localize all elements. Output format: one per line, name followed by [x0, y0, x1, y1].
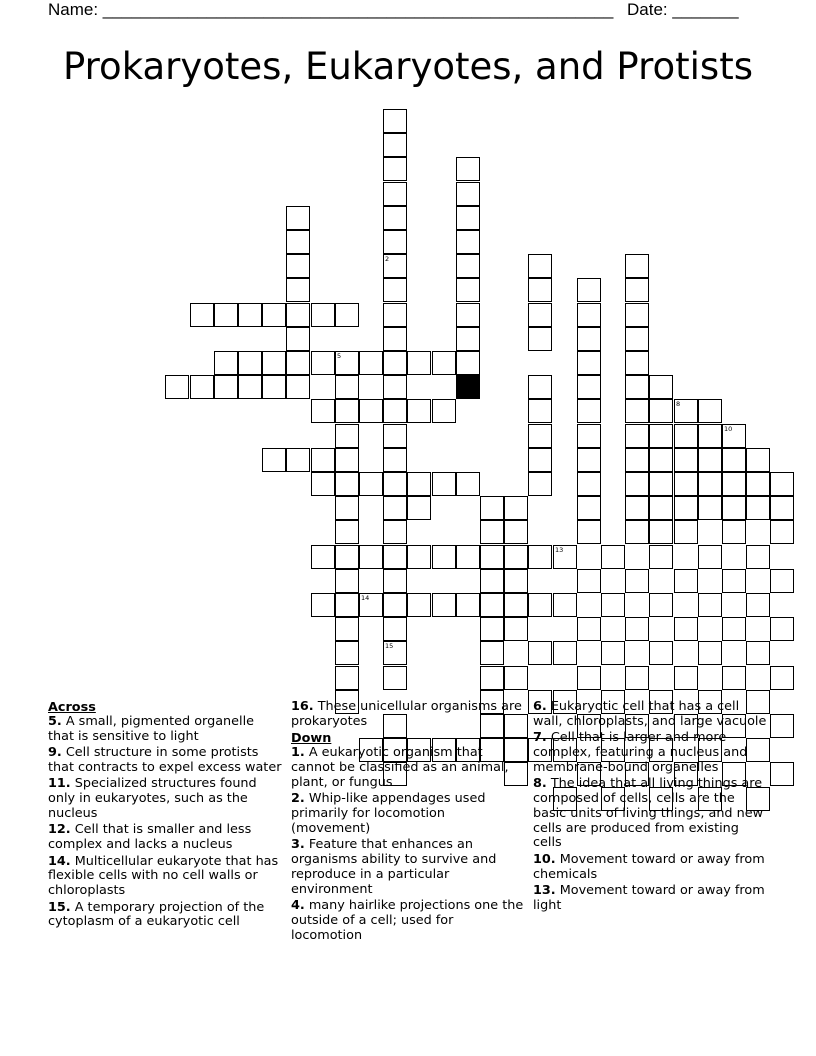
clue-column-3	[533, 700, 769, 915]
crossword-cell[interactable]	[601, 593, 625, 617]
crossword-cell[interactable]	[553, 545, 577, 569]
crossword-cell[interactable]	[383, 109, 407, 133]
crossword-cell[interactable]	[625, 375, 649, 399]
crossword-cell[interactable]	[577, 399, 601, 423]
clue-text: A small, pigmented organelle that is sensitive to light	[48, 714, 255, 744]
clue-number-label: 12.	[48, 822, 71, 838]
crossword-cell[interactable]	[383, 399, 407, 423]
crossword-cell[interactable]	[480, 617, 504, 641]
crossword-cell[interactable]	[383, 375, 407, 399]
crossword-cell[interactable]	[335, 399, 359, 423]
crossword-cell[interactable]	[601, 545, 625, 569]
crossword-cell[interactable]	[625, 472, 649, 496]
crossword-cell[interactable]	[722, 617, 746, 641]
crossword-cell[interactable]	[335, 520, 359, 544]
clue-text: Eukaryotic cell that has a cell wall, chloroplasts, and large vacuole	[533, 699, 767, 729]
crossword-cell[interactable]	[698, 424, 722, 448]
date-field-label[interactable]: Date: _______	[627, 0, 739, 19]
crossword-cell[interactable]	[674, 496, 698, 520]
crossword-cell[interactable]	[383, 666, 407, 690]
crossword-cell[interactable]	[383, 254, 407, 278]
crossword-cell[interactable]	[407, 496, 431, 520]
clue-number: 13	[555, 546, 564, 554]
crossword-cell[interactable]	[625, 569, 649, 593]
crossword-cell[interactable]	[359, 472, 383, 496]
clue-number: 15	[385, 642, 394, 650]
crossword-cell[interactable]	[383, 593, 407, 617]
crossword-cell[interactable]	[383, 617, 407, 641]
crossword-cell[interactable]	[456, 278, 480, 302]
crossword-cell[interactable]	[383, 351, 407, 375]
crossword-cell[interactable]	[165, 375, 189, 399]
crossword-cell[interactable]	[625, 666, 649, 690]
crossword-cell[interactable]	[286, 351, 310, 375]
crossword-cell[interactable]	[456, 254, 480, 278]
crossword-cell[interactable]	[190, 303, 214, 327]
crossword-cell[interactable]	[746, 448, 770, 472]
clue-text: Cell that is larger and more complex, featuring a nucleus and membrane-bound organelles	[533, 730, 748, 775]
crossword-cell[interactable]	[311, 448, 335, 472]
clue-text: Specialized structures found only in eukaryotes, such as the nucleus	[48, 776, 257, 821]
crossword-cell[interactable]	[504, 569, 528, 593]
crossword-cell[interactable]	[504, 666, 528, 690]
crossword-cell[interactable]	[480, 520, 504, 544]
crossword-cell[interactable]	[674, 424, 698, 448]
crossword-cell[interactable]	[746, 545, 770, 569]
crossword-cell[interactable]	[577, 303, 601, 327]
crossword-cell[interactable]	[456, 230, 480, 254]
crossword-cell[interactable]	[432, 399, 456, 423]
clue-number: 2	[385, 255, 390, 263]
crossword-cell[interactable]	[528, 472, 552, 496]
crossword-cell[interactable]	[456, 182, 480, 206]
crossword-cell[interactable]	[456, 351, 480, 375]
clue-item	[48, 823, 284, 853]
crossword-cell[interactable]	[553, 641, 577, 665]
clue-number: 5	[337, 352, 342, 360]
crossword-cell[interactable]	[577, 351, 601, 375]
crossword-cell[interactable]	[577, 496, 601, 520]
crossword-cell[interactable]	[311, 399, 335, 423]
crossword-cell[interactable]	[335, 448, 359, 472]
crossword-cell[interactable]	[262, 303, 286, 327]
crossword-cell[interactable]	[722, 448, 746, 472]
crossword-cell[interactable]	[770, 569, 794, 593]
crossword-cell[interactable]	[649, 472, 673, 496]
crossword-cell[interactable]	[432, 472, 456, 496]
crossword-cell[interactable]	[383, 641, 407, 665]
crossword-cell[interactable]	[528, 303, 552, 327]
page-title: Prokaryotes, Eukaryotes, and Protists	[63, 45, 753, 88]
crossword-cell[interactable]	[335, 666, 359, 690]
clue-number-label: 8.	[533, 776, 547, 792]
crossword-cell[interactable]	[504, 617, 528, 641]
clue-number: 8	[676, 400, 681, 408]
crossword-cell[interactable]	[407, 545, 431, 569]
clue-number-label: 2.	[291, 791, 305, 807]
crossword-cell[interactable]	[383, 206, 407, 230]
crossword-cell[interactable]	[698, 496, 722, 520]
crossword-cell[interactable]	[770, 472, 794, 496]
crossword-cell[interactable]	[722, 496, 746, 520]
clue-text: Movement toward or away from light	[533, 882, 765, 913]
clue-item	[533, 777, 769, 851]
crossword-cell[interactable]	[528, 278, 552, 302]
crossword-cell[interactable]	[214, 303, 238, 327]
crossword-cell[interactable]	[383, 133, 407, 157]
crossword-cell[interactable]	[407, 593, 431, 617]
crossword-cell[interactable]	[286, 448, 310, 472]
down-heading: Down	[291, 731, 332, 747]
crossword-cell[interactable]	[625, 617, 649, 641]
crossword-cell[interactable]	[432, 545, 456, 569]
crossword-cell[interactable]	[528, 375, 552, 399]
crossword-cell[interactable]	[625, 327, 649, 351]
crossword-cell[interactable]	[722, 424, 746, 448]
crossword-cell[interactable]	[383, 545, 407, 569]
crossword-cell[interactable]	[674, 472, 698, 496]
crossword-cell[interactable]	[383, 230, 407, 254]
crossword-cell[interactable]	[335, 593, 359, 617]
crossword-cell[interactable]	[383, 303, 407, 327]
crossword-cell[interactable]	[359, 399, 383, 423]
crossword-cell[interactable]	[262, 375, 286, 399]
crossword-cell[interactable]	[335, 472, 359, 496]
crossword-cell[interactable]	[528, 593, 552, 617]
crossword-cell[interactable]	[432, 351, 456, 375]
crossword-cell[interactable]	[238, 303, 262, 327]
crossword-cell[interactable]	[528, 254, 552, 278]
crossword-cell[interactable]	[577, 375, 601, 399]
crossword-cell[interactable]	[553, 593, 577, 617]
crossword-cell[interactable]	[601, 641, 625, 665]
crossword-cell[interactable]	[286, 327, 310, 351]
clue-number-label: 16.	[291, 699, 314, 714]
clue-number-label: 6.	[533, 699, 547, 714]
crossword-cell[interactable]	[335, 424, 359, 448]
crossword-cell[interactable]	[480, 593, 504, 617]
crossword-cell[interactable]	[311, 472, 335, 496]
clue-number-label: 10.	[533, 851, 556, 867]
crossword-cell[interactable]	[407, 351, 431, 375]
crossword-cell[interactable]	[649, 545, 673, 569]
crossword-cell[interactable]	[577, 569, 601, 593]
across-clue-list-continued	[291, 700, 527, 730]
crossword-cell[interactable]	[528, 448, 552, 472]
crossword-cell[interactable]	[456, 327, 480, 351]
clue-number-label: 9.	[48, 745, 62, 761]
clue-column-1	[48, 700, 284, 932]
crossword-cell[interactable]	[577, 327, 601, 351]
clue-item	[291, 838, 527, 897]
crossword-cell[interactable]	[625, 496, 649, 520]
clue-item	[48, 855, 284, 899]
crossword-cell[interactable]	[432, 593, 456, 617]
clue-item	[48, 777, 284, 821]
clue-number-label: 11.	[48, 776, 71, 792]
crossword-cell[interactable]	[698, 545, 722, 569]
across-heading: Across	[48, 700, 96, 715]
crossword-cell[interactable]	[456, 157, 480, 181]
crossword-cell[interactable]	[577, 472, 601, 496]
crossword-cell[interactable]	[383, 424, 407, 448]
crossword-cell[interactable]	[577, 278, 601, 302]
crossword-cell[interactable]	[625, 278, 649, 302]
crossword-cell[interactable]	[407, 399, 431, 423]
crossword-cell[interactable]	[335, 569, 359, 593]
black-square	[456, 375, 480, 399]
clue-number-label: 13.	[533, 882, 556, 898]
clue-item	[533, 731, 769, 775]
crossword-cell[interactable]	[480, 641, 504, 665]
clue-column-2	[291, 700, 527, 945]
clue-number-label: 4.	[291, 897, 305, 913]
crossword-cell[interactable]	[528, 327, 552, 351]
clue-text: Cell structure in some protists that contracts to expel excess water	[48, 745, 282, 775]
crossword-cell[interactable]	[335, 351, 359, 375]
crossword-cell[interactable]	[649, 496, 673, 520]
crossword-cell[interactable]	[746, 593, 770, 617]
crossword-cell[interactable]	[383, 278, 407, 302]
clue-text: These unicellular organisms are prokaryotes	[291, 699, 522, 729]
clue-item	[533, 884, 769, 914]
clue-item	[291, 746, 527, 790]
clue-item	[291, 899, 527, 943]
crossword-cell[interactable]	[335, 303, 359, 327]
crossword-cell[interactable]	[674, 569, 698, 593]
crossword-cell[interactable]	[311, 351, 335, 375]
crossword-cell[interactable]	[286, 230, 310, 254]
crossword-cell[interactable]	[286, 206, 310, 230]
clue-text: Whip-like appendages used primarily for locomotion (movement)	[291, 791, 486, 836]
crossword-cell[interactable]	[359, 593, 383, 617]
clue-item	[48, 746, 284, 776]
crossword-cell[interactable]	[577, 520, 601, 544]
crossword-cell[interactable]	[625, 351, 649, 375]
crossword-cell[interactable]	[770, 496, 794, 520]
crossword-cell[interactable]	[359, 351, 383, 375]
crossword-cell[interactable]	[214, 375, 238, 399]
crossword-cell[interactable]	[456, 472, 480, 496]
crossword-cell[interactable]	[649, 593, 673, 617]
clue-number-label: 1.	[291, 745, 305, 761]
clue-number: 14	[361, 594, 370, 602]
crossword-cell[interactable]	[674, 448, 698, 472]
crossword-cell[interactable]	[746, 472, 770, 496]
crossword-cell[interactable]	[577, 617, 601, 641]
clue-text: Multicellular eukaryote that has flexible cells with no cell walls or chloroplasts	[48, 853, 279, 899]
crossword-cell[interactable]	[528, 399, 552, 423]
crossword-cell[interactable]	[770, 714, 794, 738]
crossword-cell[interactable]	[335, 545, 359, 569]
clue-number-label: 5.	[48, 714, 62, 729]
crossword-cell[interactable]	[456, 303, 480, 327]
crossword-cell[interactable]	[625, 448, 649, 472]
crossword-cell[interactable]	[311, 303, 335, 327]
crossword-cell[interactable]	[722, 520, 746, 544]
crossword-cell[interactable]	[335, 641, 359, 665]
crossword-cell[interactable]	[335, 617, 359, 641]
crossword-cell[interactable]	[480, 545, 504, 569]
clue-text: Movement toward or away from chemicals	[533, 851, 765, 882]
clue-item	[291, 792, 527, 836]
crossword-cell[interactable]	[649, 375, 673, 399]
clue-text: A eukaryotic organism that cannot be classified as an animal, plant, or fungus	[291, 745, 509, 790]
crossword-cell[interactable]	[456, 593, 480, 617]
crossword-cell[interactable]	[383, 569, 407, 593]
crossword-cell[interactable]	[746, 641, 770, 665]
crossword-cell[interactable]	[286, 278, 310, 302]
down-clue-list	[291, 746, 527, 943]
crossword-cell[interactable]	[674, 617, 698, 641]
crossword-cell[interactable]	[383, 520, 407, 544]
crossword-cell[interactable]	[238, 351, 262, 375]
crossword-cell[interactable]	[383, 157, 407, 181]
clue-number: 10	[724, 425, 733, 433]
crossword-cell[interactable]	[722, 666, 746, 690]
crossword-cell[interactable]	[504, 545, 528, 569]
crossword-cell[interactable]	[190, 375, 214, 399]
crossword-cell[interactable]	[625, 520, 649, 544]
crossword-cell[interactable]	[649, 641, 673, 665]
crossword-cell[interactable]	[383, 496, 407, 520]
clue-item	[48, 715, 284, 745]
crossword-cell[interactable]	[649, 424, 673, 448]
clue-number-label: 7.	[533, 730, 547, 746]
crossword-cell[interactable]	[698, 641, 722, 665]
crossword-cell[interactable]	[625, 254, 649, 278]
crossword-cell[interactable]	[407, 472, 431, 496]
crossword-cell[interactable]	[625, 424, 649, 448]
crossword-cell[interactable]	[262, 351, 286, 375]
crossword-cell[interactable]	[625, 399, 649, 423]
crossword-cell[interactable]	[698, 472, 722, 496]
clue-item	[48, 901, 284, 931]
clue-text: many hairlike projections one the outside of a cell; used for locomotion	[291, 897, 524, 943]
clue-text: A temporary projection of the cytoplasm of a eukaryotic cell	[48, 899, 265, 930]
clue-text: Feature that enhances an organisms ability to survive and reproduce in a particular environment	[291, 837, 497, 897]
clue-text: Cell that is smaller and less complex and lacks a nucleus	[48, 822, 252, 853]
crossword-cell[interactable]	[504, 520, 528, 544]
crossword-cell[interactable]	[480, 666, 504, 690]
crossword-cell[interactable]	[383, 448, 407, 472]
crossword-cell[interactable]	[722, 472, 746, 496]
crossword-cell[interactable]	[698, 593, 722, 617]
down-clue-list-continued	[533, 700, 769, 914]
crossword-cell[interactable]	[577, 448, 601, 472]
crossword-cell[interactable]	[311, 545, 335, 569]
crossword-cell[interactable]	[480, 569, 504, 593]
crossword-cell[interactable]	[770, 666, 794, 690]
crossword-cell[interactable]	[649, 399, 673, 423]
clue-item	[533, 700, 769, 730]
crossword-cell[interactable]	[383, 182, 407, 206]
clue-item	[533, 853, 769, 883]
crossword-cell[interactable]	[698, 448, 722, 472]
crossword-cell[interactable]	[746, 496, 770, 520]
crossword-cell[interactable]	[770, 617, 794, 641]
crossword-cell[interactable]	[577, 424, 601, 448]
crossword-cell[interactable]	[286, 303, 310, 327]
crossword-cell[interactable]	[528, 424, 552, 448]
crossword-cell[interactable]	[335, 496, 359, 520]
clue-number-label: 15.	[48, 899, 71, 915]
crossword-cell[interactable]	[262, 448, 286, 472]
crossword-cell[interactable]	[770, 520, 794, 544]
crossword-cell[interactable]	[577, 666, 601, 690]
crossword-cell[interactable]	[286, 254, 310, 278]
crossword-cell[interactable]	[649, 448, 673, 472]
crossword-cell[interactable]	[504, 593, 528, 617]
clue-item	[291, 700, 527, 730]
crossword-cell[interactable]	[674, 666, 698, 690]
name-field-label[interactable]: Name: ______________________________________________________	[48, 0, 614, 19]
across-clue-list	[48, 715, 284, 930]
crossword-cell[interactable]	[286, 375, 310, 399]
crossword-cell[interactable]	[722, 569, 746, 593]
crossword-cell[interactable]	[311, 593, 335, 617]
clue-text: The idea that all living things are composed of cells, cells are the basic units of living things, and new cells are produced from existing cells	[533, 776, 764, 851]
crossword-cell[interactable]	[359, 545, 383, 569]
crossword-cell[interactable]	[698, 399, 722, 423]
crossword-cell[interactable]	[214, 351, 238, 375]
crossword-cell[interactable]	[770, 762, 794, 786]
crossword-cell[interactable]	[335, 375, 359, 399]
crossword-cell[interactable]	[674, 520, 698, 544]
crossword-cell[interactable]	[504, 496, 528, 520]
crossword-cell[interactable]	[456, 545, 480, 569]
crossword-cell[interactable]	[649, 520, 673, 544]
crossword-cell[interactable]	[480, 496, 504, 520]
crossword-cell[interactable]	[383, 327, 407, 351]
crossword-cell[interactable]	[456, 206, 480, 230]
crossword-cell[interactable]	[528, 641, 552, 665]
crossword-cell[interactable]	[528, 545, 552, 569]
crossword-cell[interactable]	[238, 375, 262, 399]
clue-number-label: 3.	[291, 837, 305, 853]
crossword-cell[interactable]	[674, 399, 698, 423]
crossword-cell[interactable]	[383, 472, 407, 496]
crossword-cell[interactable]	[625, 303, 649, 327]
clue-number-label: 14.	[48, 853, 71, 869]
